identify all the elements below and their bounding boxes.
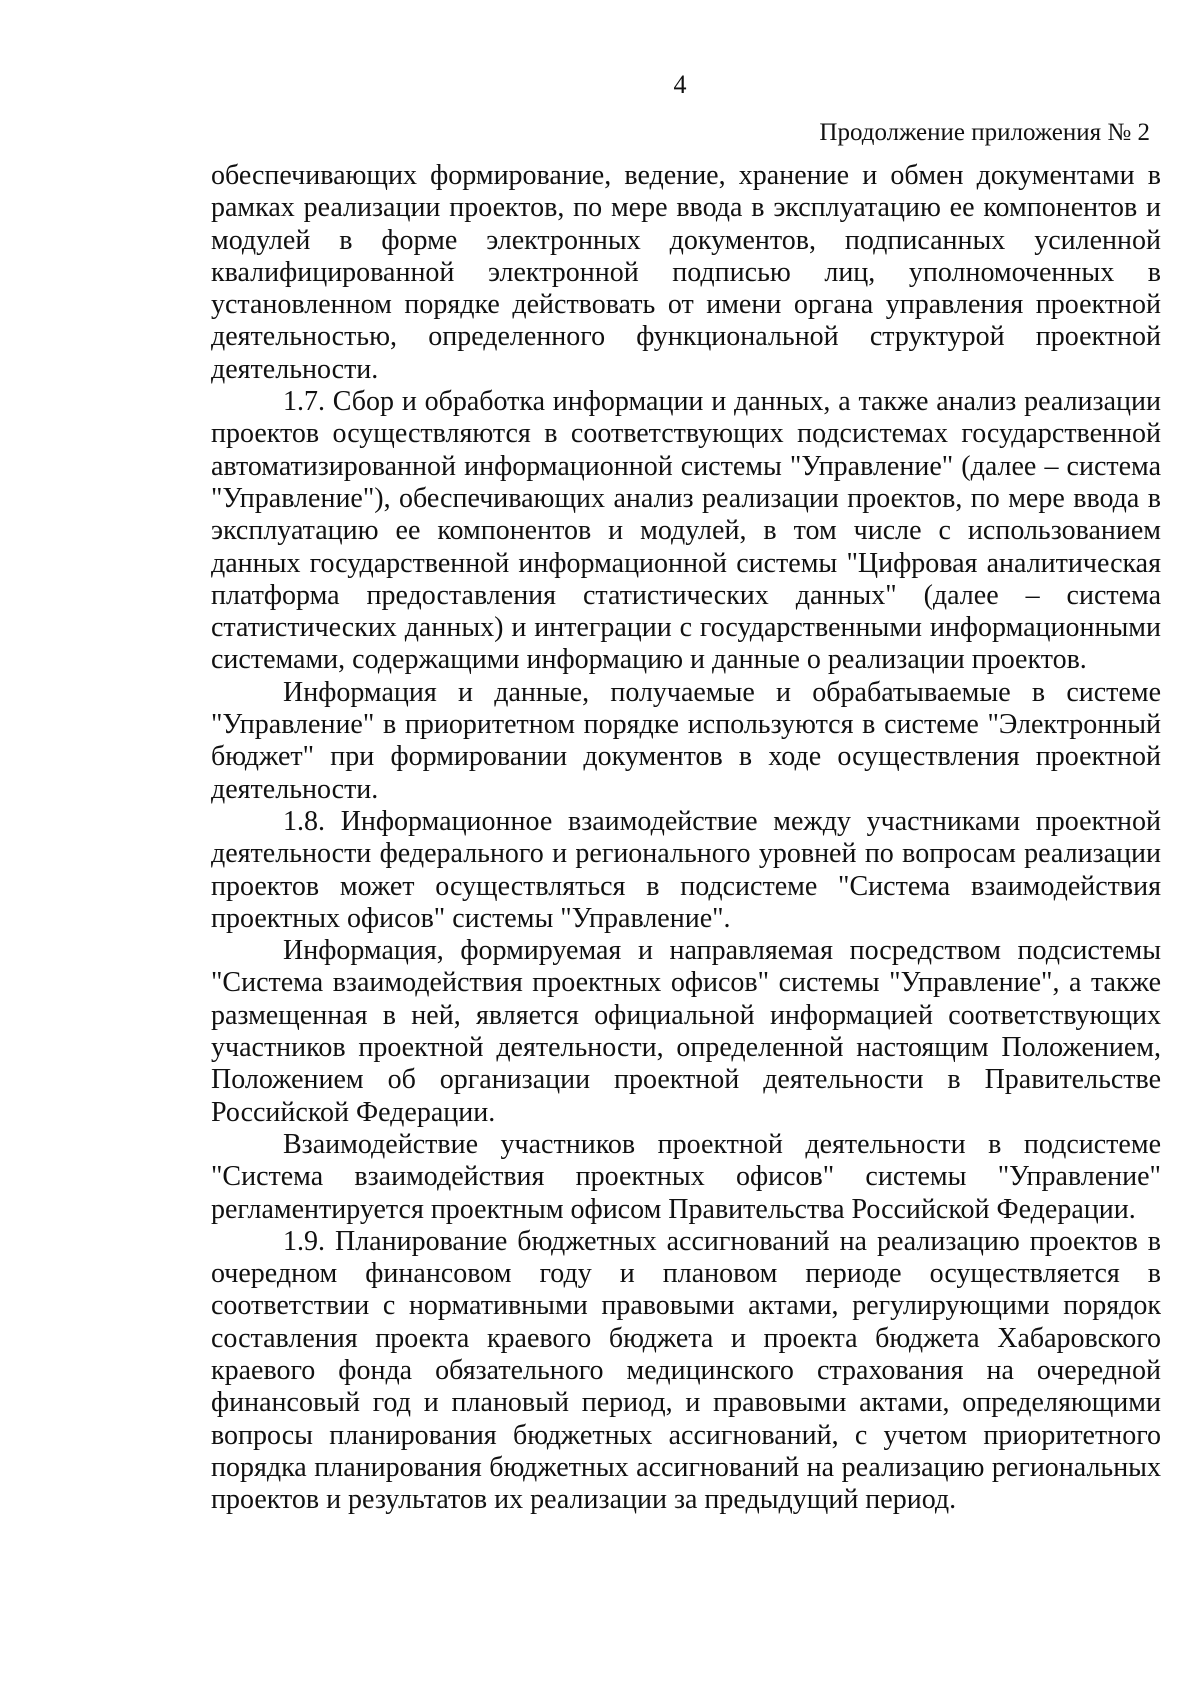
paragraph-1-7: 1.7. Сбор и обработка информации и данных, а также анализ реализации проектов осуществляются в соответствующих подсистемах государственной автоматизированной информационной системы "Управление" (далее – система "Управление"), обеспечивающих анализ реализации проектов, по мере ввода в эксплуатацию ее компонентов и модулей, в том числе с использованием данных государственной информационной системы "Цифровая аналитическая платформа предоставления статистических данных" (далее – система статистических данных) и интеграции с государственными информационными системами, содержащими информацию и данные о реализации проектов. — [211, 386, 1161, 676]
paragraph-1-9: 1.9. Планирование бюджетных ассигнований на реализацию проектов в очередном финансовом году и плановом периоде осуществляется в соответствии с нормативными правовыми актами, регулирующими порядок составления проекта краевого бюджета и проекта бюджета Хабаровского краевого фонда обязательного медицинского страхования на очередной финансовый год и плановый период, и правовыми актами, определяющими вопросы планирования бюджетных ассигнований, с учетом приоритетного порядка планирования бюджетных ассигнований на реализацию региональных проектов и результатов их реализации за предыдущий период. — [211, 1225, 1161, 1516]
appendix-continuation-note: Продолжение приложения № 2 — [819, 119, 1150, 146]
paragraph-continuation: обеспечивающих формирование, ведение, хранение и обмен документами в рамках реализации проектов, по мере ввода в эксплуатацию ее компонентов и модулей в форме электронных документов, подписанных усиленной квалифицированной электронной подписью лиц, уполномоченных в установленном порядке действовать от имени органа управления проектной деятельностью, определенного функциональной структурой проектной деятельности. — [211, 160, 1161, 385]
paragraph-1-8: 1.8. Информационное взаимодействие между участниками проектной деятельности федерального и регионального уровней по вопросам реализации проектов может осуществляться в подсистеме "Система взаимодействия проектных офисов" системы "Управление". — [211, 805, 1161, 934]
document-body — [211, 160, 1161, 1516]
paragraph-upravlenie-data: Информация и данные, получаемые и обрабатываемые в системе "Управление" в приоритетном порядке используются в системе "Электронный бюджет" при формировании документов в ходе осуществления проектной деятельности. — [211, 676, 1161, 805]
page-number: 4 — [673, 70, 687, 99]
paragraph-interaction-regulation: Взаимодействие участников проектной деятельности в подсистеме "Система взаимодействия проектных офисов" системы "Управление" регламентируется проектным офисом Правительства Российской Федерации. — [211, 1128, 1161, 1225]
paragraph-information-official: Информация, формируемая и направляемая посредством подсистемы "Система взаимодействия проектных офисов" системы "Управление", а также размещенная в ней, является официальной информацией соответствующих участников проектной деятельности, определенной настоящим Положением, Положением об организации проектной деятельности в Правительстве Российской Федерации. — [211, 935, 1161, 1128]
